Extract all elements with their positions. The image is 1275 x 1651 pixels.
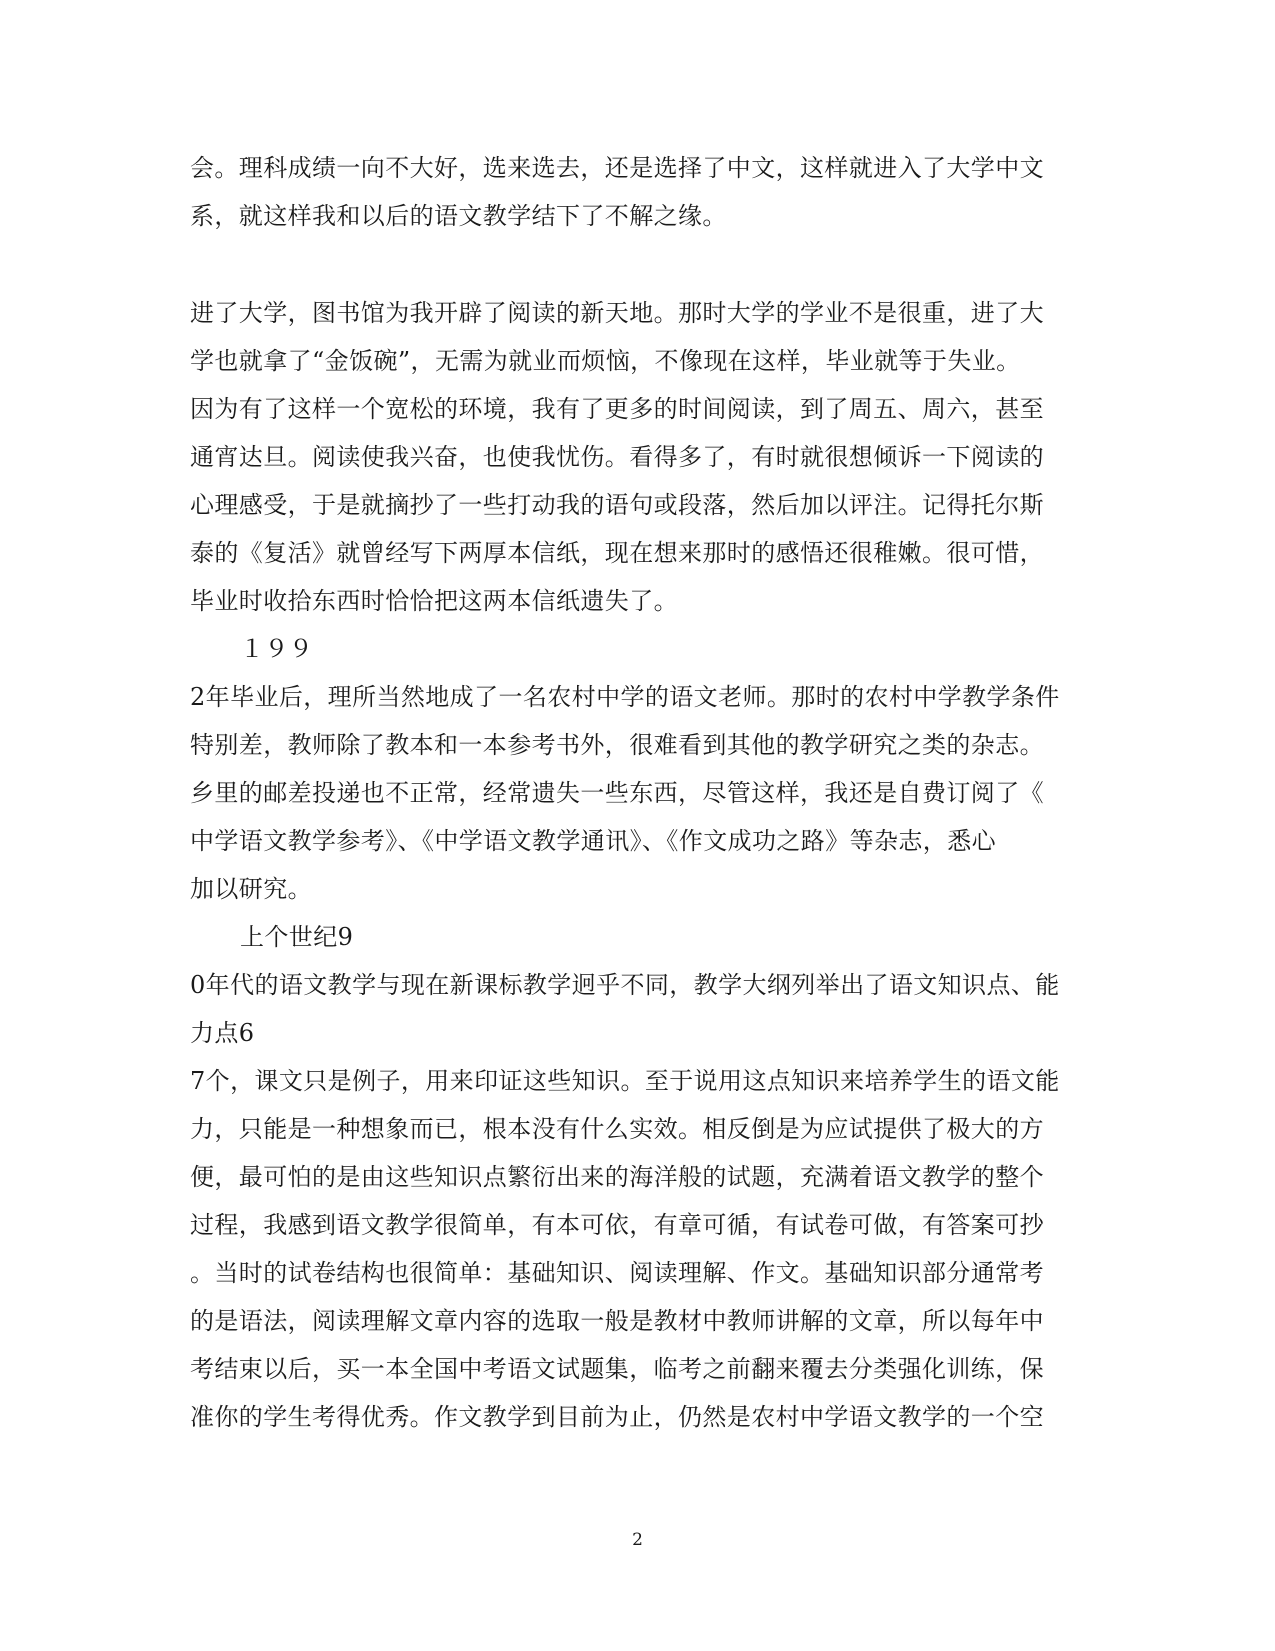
text-line: 7个，课文只是例子，用来印证这些知识。至于说用这点知识来培养学生的语文能	[190, 1067, 1060, 1095]
text-line: 上个世纪9	[240, 923, 354, 951]
text-line: 2年毕业后，理所当然地成了一名农村中学的语文老师。那时的农村中学教学条件	[190, 683, 1060, 711]
text-line: 学也就拿了“金饭碗”，无需为就业而烦恼，不像现在这样，毕业就等于失业。	[190, 347, 1021, 375]
text-line: 泰的《复活》就曾经写下两厚本信纸，现在想来那时的感悟还很稚嫩。很可惜，	[190, 539, 1044, 567]
text-line: 会。理科成绩一向不大好，选来选去，还是选择了中文，这样就进入了大学中文	[190, 154, 1044, 182]
text-line: 力，只能是一种想象而已，根本没有什么实效。相反倒是为应试提供了极大的方	[190, 1115, 1044, 1143]
text-line: 因为有了这样一个宽松的环境，我有了更多的时间阅读，到了周五、周六，甚至	[190, 395, 1044, 423]
text-line: 过程，我感到语文教学很简单，有本可依，有章可循，有试卷可做，有答案可抄	[190, 1211, 1044, 1239]
text-line: 乡里的邮差投递也不正常，经常遗失一些东西，尽管这样，我还是自费订阅了《	[190, 779, 1044, 807]
text-line: 特别差，教师除了教本和一本参考书外，很难看到其他的教学研究之类的杂志。	[190, 731, 1044, 759]
text-line: 便，最可怕的是由这些知识点繁衍出来的海洋般的试题，充满着语文教学的整个	[190, 1163, 1044, 1191]
text-line: 力点6	[190, 1019, 255, 1047]
text-line: 的是语法，阅读理解文章内容的选取一般是教材中教师讲解的文章，所以每年中	[190, 1307, 1044, 1335]
text-line: 通宵达旦。阅读使我兴奋，也使我忧伤。看得多了，有时就很想倾诉一下阅读的	[190, 443, 1044, 471]
text-line: 。当时的试卷结构也很简单：基础知识、阅读理解、作文。基础知识部分通常考	[190, 1259, 1044, 1287]
page-number: 2	[632, 1530, 643, 1550]
text-line: 毕业时收拾东西时恰恰把这两本信纸遗失了。	[190, 587, 678, 615]
text-line: 中学语文教学参考》、《中学语文教学通讯》、《作文成功之路》等杂志，悉心	[190, 827, 996, 855]
text-line: 心理感受，于是就摘抄了一些打动我的语句或段落，然后加以评注。记得托尔斯	[190, 491, 1044, 519]
text-line: 进了大学，图书馆为我开辟了阅读的新天地。那时大学的学业不是很重，进了大	[190, 299, 1044, 327]
text-line: １９９	[240, 635, 314, 663]
text-line: 考结束以后，买一本全国中考语文试题集，临考之前翻来覆去分类强化训练，保	[190, 1355, 1044, 1383]
text-line: 0年代的语文教学与现在新课标教学迥乎不同，教学大纲列举出了语文知识点、能	[190, 971, 1060, 999]
text-line: 准你的学生考得优秀。作文教学到目前为止，仍然是农村中学语文教学的一个空	[190, 1403, 1044, 1431]
text-line: 加以研究。	[190, 875, 312, 903]
text-line: 系，就这样我和以后的语文教学结下了不解之缘。	[190, 202, 727, 230]
